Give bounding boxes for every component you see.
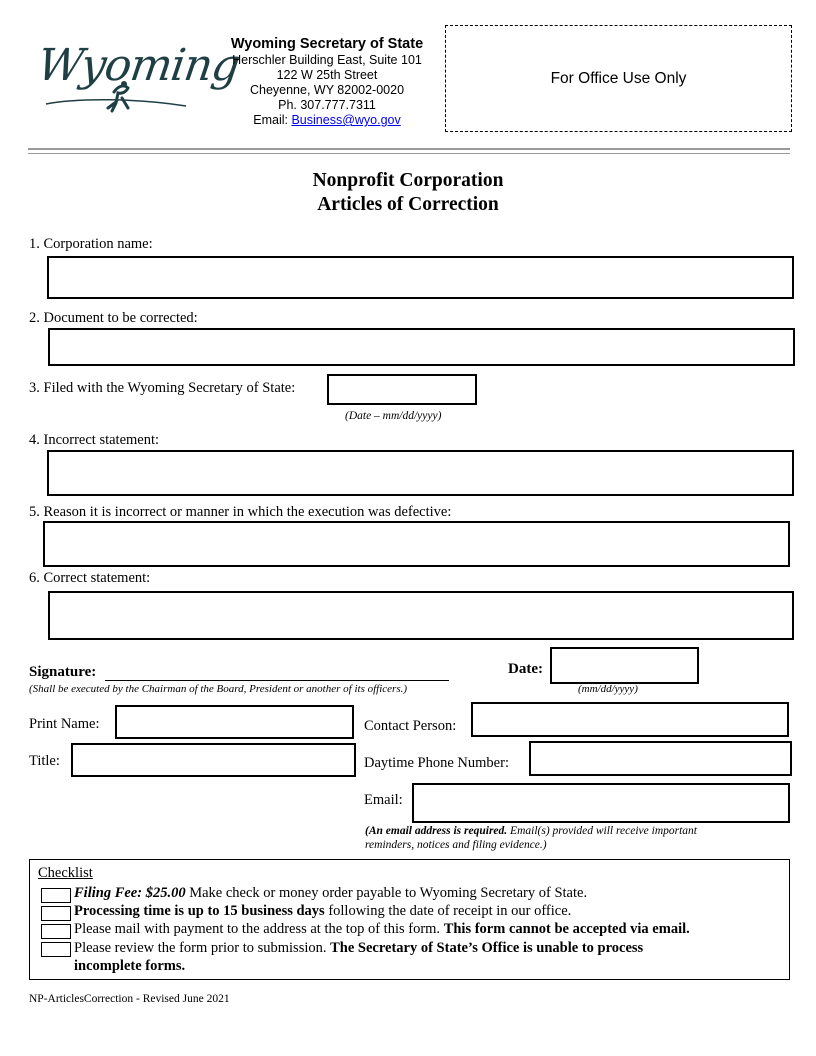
filed-date-hint: (Date – mm/dd/yyyy): [345, 410, 442, 422]
email-label: Email:: [364, 792, 403, 808]
title-line-2: Articles of Correction: [317, 194, 499, 215]
office-name: Wyoming Secretary of State: [230, 36, 424, 52]
filing-fee-text: Filing Fee: $25.00: [74, 885, 186, 901]
no-email-warning: This form cannot be accepted via email.: [443, 921, 690, 937]
reason-incorrect-input[interactable]: [43, 521, 790, 567]
email-note-line-1: [365, 825, 785, 839]
processing-time-text: Processing time: [74, 903, 171, 919]
office-email: [214, 113, 440, 128]
review-instruction-text: Please review the form prior to submission.: [74, 940, 331, 956]
filing-fee-rest: Make check or money order payable to Wyoming Secretary of State.: [185, 885, 588, 901]
daytime-phone-input[interactable]: [529, 741, 792, 776]
checklist-item-3: [74, 921, 690, 938]
daytime-phone-label: Daytime Phone Number:: [364, 755, 509, 771]
processing-is-text: is: [170, 903, 188, 919]
processing-rest-text: following the date of receipt in our office.: [324, 903, 572, 919]
field-4-text: Incorrect statement:: [43, 432, 160, 448]
field-6-number: 6.: [29, 570, 40, 586]
checklist-item-1: [74, 885, 587, 902]
field-3-number: 3.: [29, 380, 40, 396]
checklist-checkbox-4[interactable]: [41, 942, 71, 957]
field-3-text: Filed with the Wyoming Secretary of State:: [43, 380, 296, 396]
header-rule-top: [28, 148, 790, 150]
title-line-1: Nonprofit Corporation: [312, 170, 504, 191]
office-phone: Ph. 307.777.7311: [278, 98, 376, 112]
title-label: Title:: [29, 753, 60, 769]
field-2-text: Document to be corrected:: [43, 310, 198, 326]
signature-note: (Shall be executed by the Chairman of the Board, President or another of its officers.): [29, 683, 408, 695]
office-address-block: [214, 35, 440, 128]
checklist-heading: Checklist: [38, 865, 93, 881]
checklist-checkbox-2[interactable]: [41, 906, 71, 921]
correct-statement-input[interactable]: [48, 591, 794, 640]
field-6-text: Correct statement:: [43, 570, 151, 586]
checklist-item-4: [74, 939, 643, 975]
date-label: Date:: [508, 661, 543, 677]
email-note-line-2: reminders, notices and filing evidence.): [365, 838, 547, 851]
field-1-text: Corporation name:: [43, 236, 153, 252]
email-note: [365, 825, 785, 852]
office-street: 122 W 25th Street: [276, 68, 378, 82]
email-input[interactable]: [412, 783, 790, 823]
office-email-label: Email:: [253, 113, 292, 127]
filed-date-input[interactable]: [327, 374, 477, 405]
field-5-number: 5.: [29, 504, 40, 520]
field-1-number: 1.: [29, 236, 40, 252]
office-email-link[interactable]: Business@wyo.gov: [291, 113, 401, 127]
signature-date-input[interactable]: [550, 647, 699, 684]
document-corrected-input[interactable]: [48, 328, 795, 366]
field-1-label: [29, 236, 153, 253]
office-use-box: [445, 25, 792, 132]
checklist-checkbox-1[interactable]: [41, 888, 71, 903]
title-input[interactable]: [71, 743, 356, 777]
incorrect-statement-input[interactable]: [47, 450, 794, 496]
field-6-label: [29, 570, 150, 587]
footer-revision: NP-ArticlesCorrection - Revised June 2021: [29, 993, 230, 1005]
header-rule-bottom: [28, 153, 790, 154]
office-city: Cheyenne, WY 82002-0020: [249, 83, 405, 97]
field-2-number: 2.: [29, 310, 40, 326]
contact-person-label: Contact Person:: [364, 718, 457, 734]
print-name-label: Print Name:: [29, 716, 100, 732]
page-title: [0, 169, 816, 217]
field-2-label: [29, 310, 198, 327]
incomplete-warning-cont: incomplete forms.: [74, 958, 186, 974]
email-note-required: (An email address is required.: [365, 825, 508, 837]
print-name-input[interactable]: [115, 705, 354, 739]
field-4-number: 4.: [29, 432, 40, 448]
corporation-name-input[interactable]: [47, 256, 794, 299]
field-5-text: Reason it is incorrect or manner in which the execution was defective:: [43, 504, 452, 520]
signature-date-hint: (mm/dd/yyyy): [578, 683, 638, 695]
field-5-label: [29, 504, 451, 521]
field-3-label: [29, 380, 295, 397]
signature-line[interactable]: [105, 680, 449, 681]
mail-instruction-text: Please mail with payment to the address at the top of this form.: [74, 921, 444, 937]
incomplete-warning: The Secretary of State’s Office is unable to process: [330, 940, 644, 956]
email-note-rest: Email(s) provided will receive important: [507, 825, 697, 837]
processing-days-text: up to 15 business days: [187, 903, 325, 919]
wyoming-logo: [34, 34, 243, 129]
office-building: Herschler Building East, Suite 101: [232, 53, 422, 67]
contact-person-input[interactable]: [471, 702, 789, 737]
signature-label: Signature:: [29, 664, 97, 680]
field-4-label: [29, 432, 159, 449]
office-use-label: For Office Use Only: [550, 69, 687, 87]
checklist-item-2: [74, 903, 571, 920]
checklist-checkbox-3[interactable]: [41, 924, 71, 939]
logo-text: Wyoming: [34, 40, 243, 91]
